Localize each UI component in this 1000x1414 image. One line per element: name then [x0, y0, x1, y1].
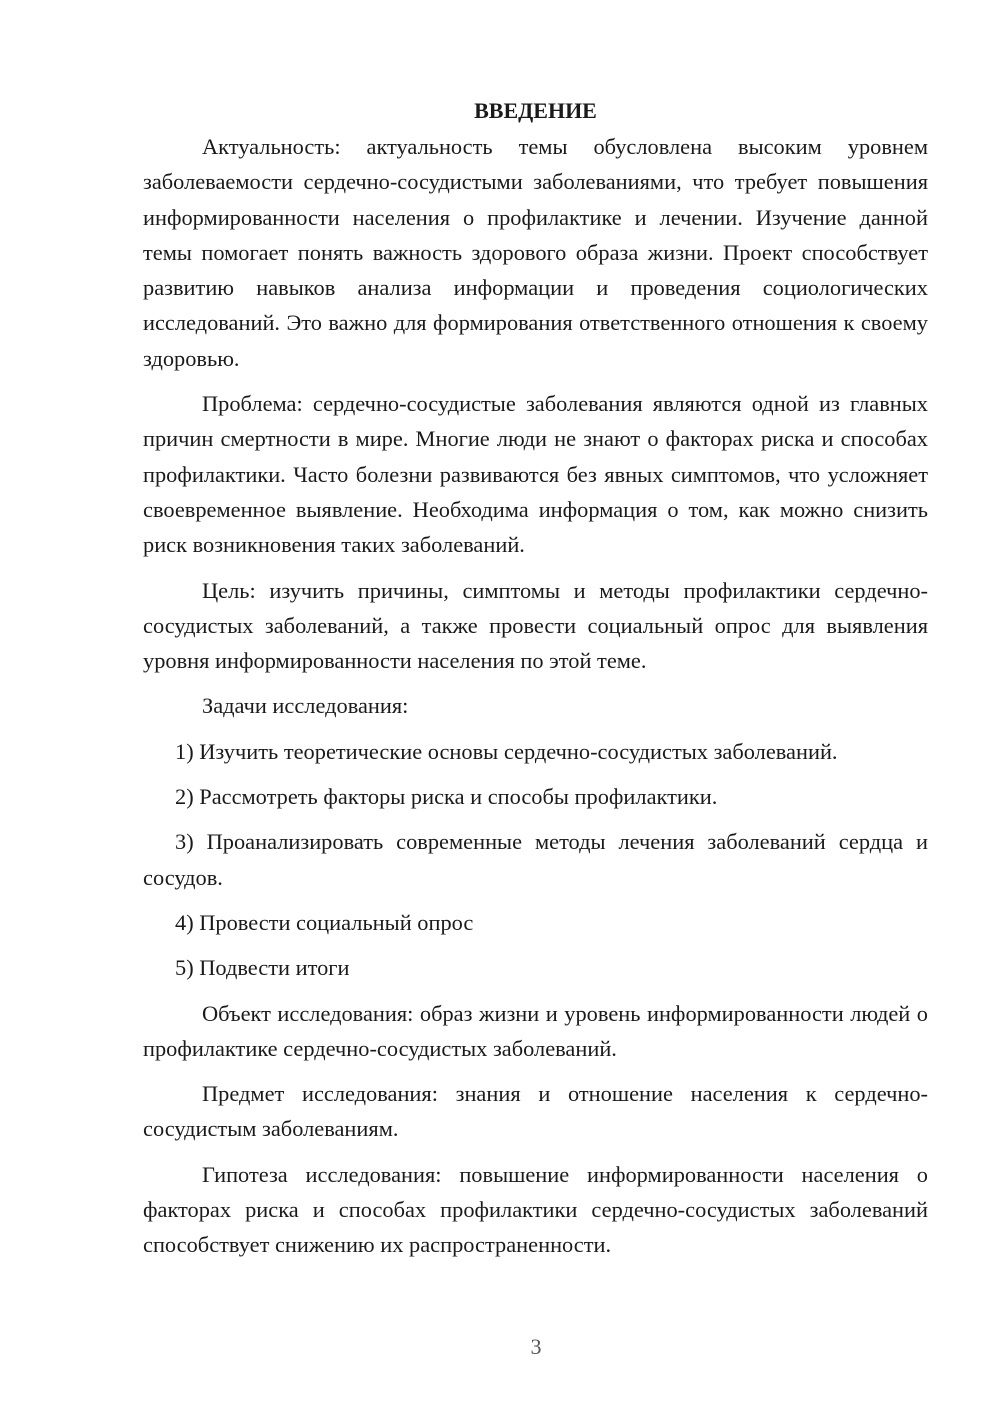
paragraph-goal: Цель: изучить причины, симптомы и методы профилактики сердечно-сосудистых заболеваний, а также провести социальный опрос для выявления уровня информированности населения по этой теме. [143, 577, 928, 674]
task-item-1: 1) Изучить теоретические основы сердечно-сосудистых заболеваний. [175, 738, 838, 764]
paragraph-problem: Проблема: сердечно-сосудистые заболевания являются одной из главных причин смертности в мире. Многие люди не знают о факторах риска и способах профилактики. Часто болезни развиваются без явных симптомов, что усложняет своевременное выявление. Необходима информация о том, как можно снизить риск возникновения таких заболеваний. [143, 391, 928, 558]
task-item-2: 2) Рассмотреть факторы риска и способы профилактики. [175, 784, 718, 810]
page-number: 3 [530, 1334, 542, 1359]
paragraph-object: Объект исследования: образ жизни и уровень информированности людей о профилактике сердечно-сосудистых заболеваний. [143, 1000, 928, 1061]
tasks-heading: Задачи исследования: [202, 693, 409, 719]
task-item-3: 3) Проанализировать современные методы лечения заболеваний сердца и сосудов. [143, 829, 928, 890]
page-content [143, 93, 928, 1273]
paragraph-subject: Предмет исследования: знания и отношение населения к сердечно-сосудистым заболеваниям. [143, 1081, 928, 1142]
section-title: ВВЕДЕНИЕ [474, 98, 597, 123]
task-item-4: 4) Провести социальный опрос [175, 909, 474, 935]
paragraph-relevance: Актуальность: актуальность темы обусловлена высоким уровнем заболеваемости сердечно-сосудистыми заболеваниями, что требует повышения информированности населения о профилактике и лечении. Изучение данной темы помогает понять важность здорового образа жизни. Проект способствует развитию навыков анализа информации и проведения социологических исследований. Это важно для формирования ответственного отношения к своему здоровью. [143, 134, 928, 371]
paragraph-hypothesis: Гипотеза исследования: повышение информированности населения о факторах риска и способах профилактики сердечно-сосудистых заболеваний способствует снижению их распространенности. [143, 1161, 928, 1258]
task-item-5: 5) Подвести итоги [175, 955, 350, 981]
